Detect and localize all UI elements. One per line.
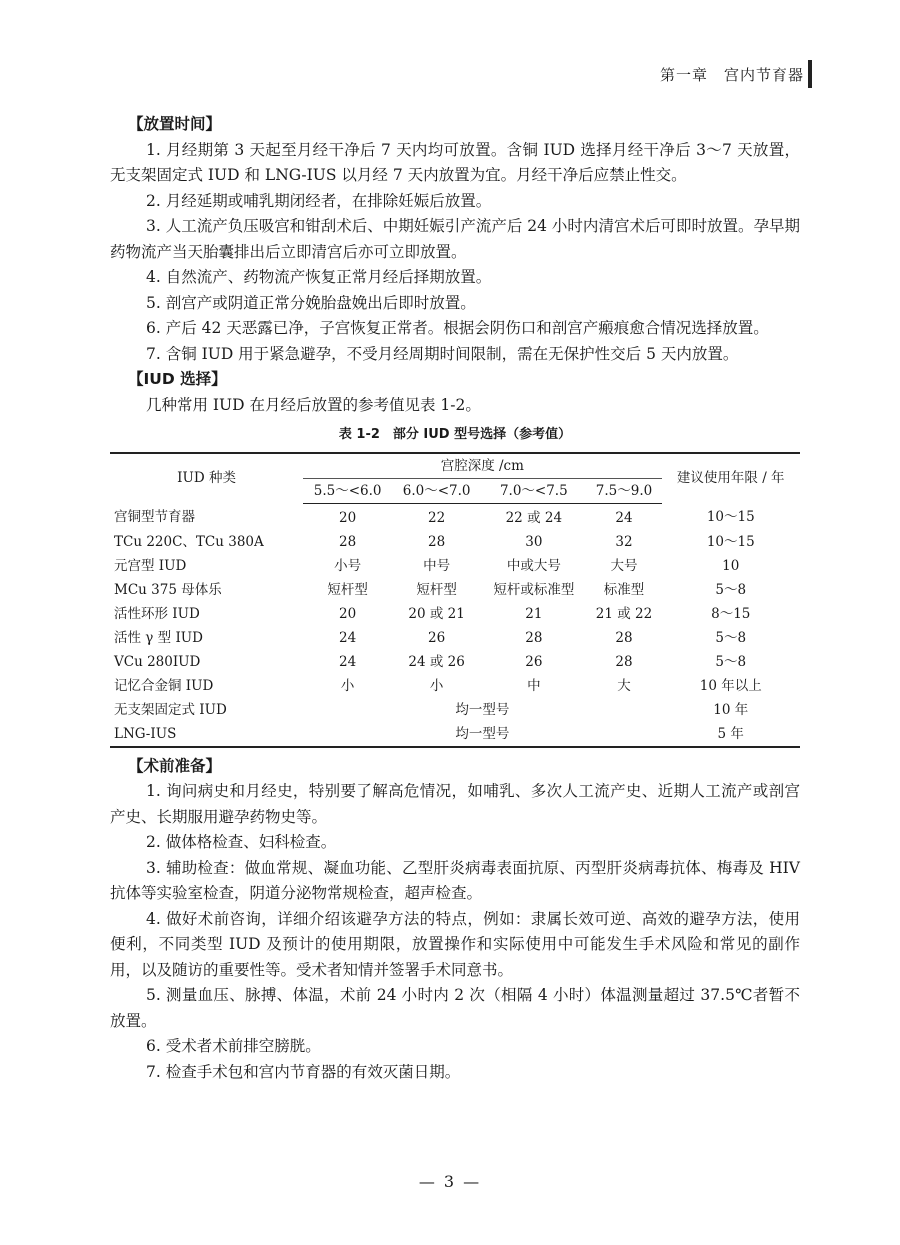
cell: 20 或 21 (408, 605, 465, 622)
paragraph: 4. 自然流产、药物流产恢复正常月经后择期放置。 (146, 268, 492, 286)
cell-years: 5 年 (717, 725, 744, 742)
section-heading-pre-op: 【术前准备】 (128, 756, 222, 775)
cell: 大 (617, 677, 631, 694)
cell: 32 (615, 533, 633, 550)
cell: 短杆型 (327, 581, 368, 598)
col-header-depth-range: 6.0～<7.0 (392, 478, 481, 503)
cell-merged: 均一型号 (455, 701, 510, 718)
cell-type: 无支架固定式 IUD (114, 701, 227, 718)
cell: 28 (339, 533, 357, 550)
table-row (110, 698, 800, 722)
paragraph: 7. 含铜 IUD 用于紧急避孕，不受月经周期时间限制，需在无保护性交后 5 天内放置。 (146, 344, 739, 363)
cell: 26 (428, 629, 446, 646)
cell: 28 (428, 533, 446, 550)
cell: 中 (527, 677, 541, 694)
table-row (110, 602, 800, 626)
cell: 小 (340, 677, 355, 694)
cell: 24 (339, 653, 357, 670)
paragraph: 6. 产后 42 天恶露已净，子宫恢复正常者。根据会阴伤口和剖宫产瘢痕愈合情况选择放置。 (146, 319, 769, 337)
cell: 小号 (334, 557, 362, 574)
paragraph: 6. 受术者术前排空膀胱。 (146, 1037, 321, 1055)
cell: 中号 (423, 557, 451, 574)
table-row (110, 530, 800, 554)
cell: 22 或 24 (505, 509, 563, 526)
paragraph: 几种常用 IUD 在月经后放置的参考值见表 1-2。 (146, 395, 481, 414)
cell-type: MCu 375 母体乐 (114, 581, 222, 598)
table-row (110, 554, 800, 578)
cell: 28 (615, 629, 633, 646)
cell-years: 5～8 (715, 581, 747, 598)
cell-type: VCu 280IUD (114, 653, 201, 670)
col-header-years: 建议使用年限 / 年 (676, 470, 785, 487)
cell-merged: 均一型号 (455, 725, 510, 742)
cell: 大号 (610, 557, 638, 574)
cell-years: 10 年 (713, 701, 749, 718)
cell: 短杆或标准型 (493, 581, 575, 598)
cell: 标准型 (603, 581, 645, 598)
table-row (110, 503, 800, 530)
paragraph: 1. 询问病史和月经史，特别要了解高危情况，如哺乳、多次人工流产史、近期人工流产或剖宫产史、长期服用避孕药物史等。 (110, 782, 800, 826)
cell: 20 (339, 509, 357, 526)
cell: 24 (339, 629, 357, 646)
cell: 28 (525, 629, 543, 646)
table-row (110, 674, 800, 698)
table-row (110, 722, 800, 747)
table-row (110, 626, 800, 650)
paragraph: 2. 做体格检查、妇科检查。 (146, 833, 337, 851)
cell-type: LNG-IUS (114, 725, 177, 742)
col-header-depth-range: 7.0～<7.5 (481, 478, 586, 503)
header-bar (808, 60, 812, 88)
cell-years: 10～15 (706, 533, 755, 550)
cell: 20 (339, 605, 357, 622)
cell-type: 活性环形 IUD (114, 605, 200, 622)
cell: 28 (615, 653, 633, 670)
paragraph: 5. 剖宫产或阴道正常分娩胎盘娩出后即时放置。 (146, 293, 476, 312)
cell: 24 (615, 509, 633, 526)
table-row (110, 650, 800, 674)
table-title: 表 1-2 部分 IUD 型号选择（参考值） (338, 427, 572, 442)
running-header: 第一章 宫内节育器 (659, 66, 804, 84)
cell-years: 10 年以上 (699, 677, 762, 694)
page-content (110, 112, 800, 1085)
cell-years: 5～8 (715, 653, 747, 670)
cell-type: 记忆合金铜 IUD (114, 677, 214, 694)
paragraph: 7. 检查手术包和宫内节育器的有效灭菌日期。 (146, 1062, 461, 1081)
col-header-depth: 宫腔深度 /cm (440, 457, 524, 474)
cell: 26 (525, 653, 543, 670)
cell: 24 或 26 (408, 653, 465, 670)
cell-years: 5～8 (715, 629, 747, 646)
cell-type: 宫铜型节育器 (114, 509, 195, 526)
cell: 30 (525, 533, 543, 550)
cell-type: 活性 γ 型 IUD (114, 629, 203, 646)
cell: 中或大号 (506, 557, 561, 574)
paragraph: 4. 做好术前咨询，详细介绍该避孕方法的特点，例如：隶属长效可逆、高效的避孕方法，使用便利，不同类型 IUD 及预计的使用期限，放置操作和实际使用中可能发生手术风险和常见的副作用，以及随访的重要性等。受术者知情并签署手术同意书。 (110, 909, 800, 979)
iud-selection-table (110, 452, 800, 748)
col-header-depth-range: 5.5～<6.0 (303, 478, 392, 503)
cell-type: 元宫型 IUD (114, 557, 187, 574)
table-row (110, 578, 800, 602)
cell: 22 (428, 509, 446, 526)
section-heading-iud-selection: 【IUD 选择】 (128, 370, 227, 388)
col-header-depth-range: 7.5～9.0 (587, 478, 662, 503)
paragraph: 5. 测量血压、脉搏、体温，术前 24 小时内 2 次（相隔 4 小时）体温测量超过 37.5℃者暂不放置。 (110, 986, 800, 1030)
paragraph: 3. 人工流产负压吸宫和钳刮术后、中期妊娠引产流产后 24 小时内清宫术后可即时放置。孕早期药物流产当天胎囊排出后立即清宫后亦可立即放置。 (110, 217, 800, 261)
cell: 21 或 22 (595, 605, 653, 622)
cell: 21 (525, 605, 543, 622)
cell-type: TCu 220C、TCu 380A (114, 533, 264, 550)
cell-years: 10～15 (706, 509, 755, 526)
paragraph: 1. 月经期第 3 天起至月经干净后 7 天内均可放置。含铜 IUD 选择月经干净后 3～7 天放置，无支架固定式 IUD 和 LNG-IUS 以月经 7 天内放置为宜。月经干净后应禁止性交。 (110, 140, 800, 184)
page-number: — 3 — (418, 1172, 482, 1191)
paragraph: 3. 辅助检查：做血常规、凝血功能、乙型肝炎病毒表面抗原、丙型肝炎病毒抗体、梅毒及 HIV 抗体等实验室检查，阴道分泌物常规检查，超声检查。 (110, 858, 800, 902)
paragraph: 2. 月经延期或哺乳期闭经者，在排除妊娠后放置。 (146, 191, 492, 210)
section-heading-placement-time: 【放置时间】 (128, 115, 222, 133)
col-header-type: IUD 种类 (177, 470, 236, 487)
cell-years: 8～15 (711, 605, 751, 622)
cell-years: 10 (722, 557, 740, 574)
cell: 小 (429, 677, 444, 694)
cell: 短杆型 (416, 581, 457, 598)
